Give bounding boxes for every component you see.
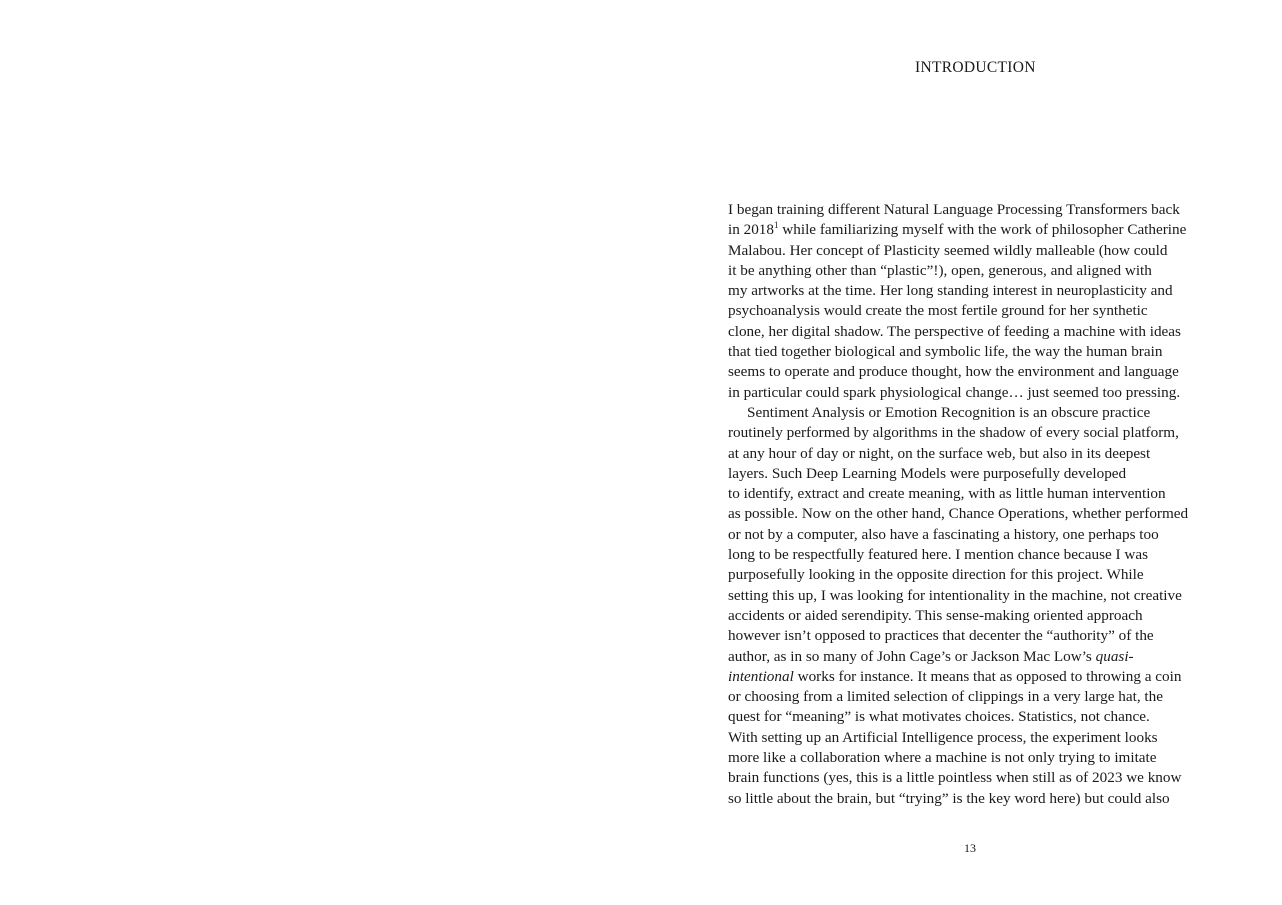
text-line: to identify, extract and create meaning, with as little human intervention (728, 485, 1166, 503)
text-line: seems to operate and produce thought, how the environment and language (728, 363, 1179, 381)
text-line: psychoanalysis would create the most fertile ground for her synthetic (728, 302, 1148, 320)
right-page (641, 0, 1282, 905)
text-line: With setting up an Artificial Intelligence process, the experiment looks (728, 728, 1158, 746)
text-line: I began training different Natural Language Processing Transformers back (728, 201, 1180, 218)
text-line: routinely performed by algorithms in the shadow of every social platform, (728, 424, 1179, 442)
footnote-ref[interactable]: 1 (774, 220, 779, 231)
text-fragment: author, as in so many of John Cage’s or Jackson Mac Low’s (728, 647, 1096, 665)
text-line: that tied together biological and symbolic life, the way the human brain (728, 343, 1163, 361)
text-line: more like a collaboration where a machine is not only trying to imitate (728, 749, 1157, 767)
text-line-indented: Sentiment Analysis or Emotion Recognition is an obscure practice (747, 403, 1151, 421)
italic-term: intentional (728, 667, 794, 685)
page-number: 13 (964, 841, 976, 855)
text-line: Malabou. Her concept of Plasticity seemed wildly malleable (how could (728, 241, 1168, 259)
text-line: however isn’t opposed to practices that decenter the “authority” of the (728, 627, 1154, 645)
text-line: purposefully looking in the opposite direction for this project. While (728, 566, 1144, 584)
text-line: quest for “meaning” is what motivates choices. Statistics, not chance. (728, 708, 1150, 726)
text-line: or choosing from a limited selection of clippings in a very large hat, the (728, 688, 1163, 706)
text-line: setting this up, I was looking for intentionality in the machine, not creative (728, 586, 1182, 604)
text-line (728, 220, 1248, 240)
text-fragment: works for instance. It means that as opposed to throwing a coin (793, 667, 1182, 685)
text-line: my artworks at the time. Her long standing interest in neuroplasticity and (728, 282, 1173, 300)
body-text (728, 200, 1248, 809)
text-fragment: in 2018 (728, 221, 774, 239)
text-line (728, 647, 1248, 667)
text-line: or not by a computer, also have a fascinating a history, one perhaps too (728, 525, 1159, 543)
text-fragment: while familiarizing myself with the work of philosopher Catherine (778, 221, 1187, 239)
text-line: in particular could spark physiological change… just seemed too pressing. (728, 383, 1181, 401)
text-line: layers. Such Deep Learning Models were purposefully developed (728, 464, 1127, 482)
text-line: clone, her digital shadow. The perspective of feeding a machine with ideas (728, 322, 1181, 340)
text-line: it be anything other than “plastic”!), open, generous, and aligned with (728, 261, 1152, 279)
text-line: brain functions (yes, this is a little pointless when still as of 2023 we know (728, 769, 1182, 787)
running-head: INTRODUCTION (915, 59, 1036, 76)
text-line: accidents or aided serendipity. This sense-making oriented approach (728, 606, 1143, 624)
text-line: at any hour of day or night, on the surface web, but also in its deepest (728, 444, 1151, 462)
text-line: long to be respectfully featured here. I mention chance because I was (728, 546, 1148, 564)
text-line (728, 667, 1248, 687)
italic-term: quasi- (1095, 647, 1134, 665)
text-line: so little about the brain, but “trying” is the key word here) but could also (728, 789, 1170, 807)
text-line: as possible. Now on the other hand, Chance Operations, whether performed (728, 505, 1189, 523)
